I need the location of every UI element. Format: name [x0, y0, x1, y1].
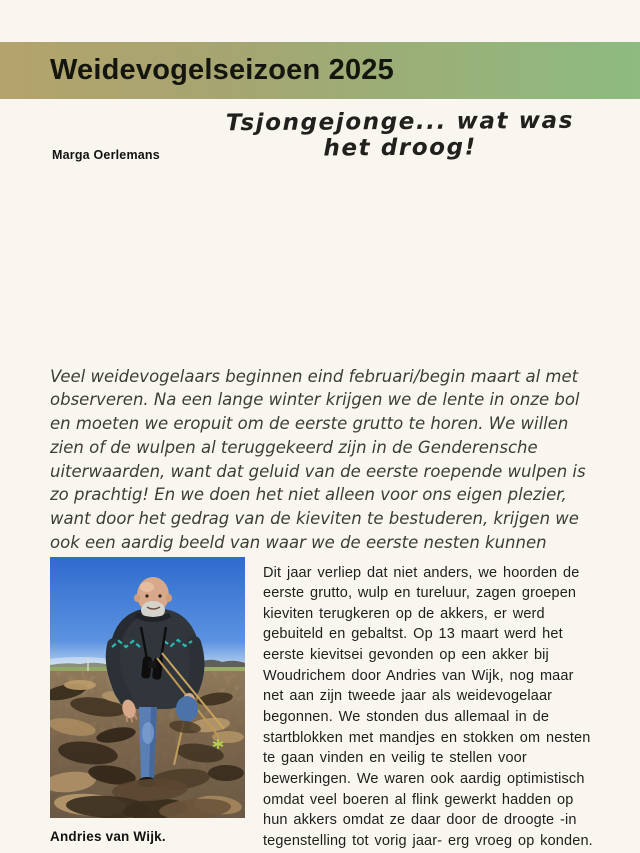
photo-andries-van-wijk [50, 557, 245, 818]
page-title: Weidevogelseizoen 2025 [50, 54, 394, 86]
handwritten-subtitle: Tsjongejonge... wat was het droog! [225, 107, 575, 162]
body-paragraph: Dit jaar verliep dat niet anders, we hoorden de eerste grutto, wulp en tureluur, zagen groepen kieviten terugkeren op de akkers, er werd gebuiteld en gebaltst. Op 13 maart werd het eerste kievitsei gevonden op een akker bij Woudrichem door Andries van Wijk, nog maar net aan zijn tweede jaar als weidevogelaar begonnen. We stonden dus allemaal in de startblokken met mandjes en stokken om nesten te gaan vinden en veilig te stellen voor bewerkingen. We waren ook aardig optimistisch omdat veel boeren al flink gewerkt hadden op hun akkers omdat ze daar door de droogte -in tegenstelling tot vorig jaar- erg vroeg op konden. [263, 564, 593, 850]
photo-caption: Andries van Wijk. [50, 829, 166, 844]
header-band [0, 42, 640, 99]
photo-figure [50, 557, 245, 844]
intro-paragraph: Veel weidevogelaars beginnen eind februari/begin maart al met observeren. Na een lange winter krijgen we de lente in onze bol en moeten we eropuit om de eerste grutto te horen. We willen zien of de wulpen al teruggekeerd zijn in de Genderensche uiterwaarden, want dat geluid van de eerste roepende wulpen is zo prachtig! En we doen het niet alleen voor ons eigen plezier, want door het gedrag van de kieviten te bestuderen, krijgen we ook een aardig beeld van waar we de eerste nesten kunnen [50, 366, 586, 552]
author-byline: Marga Oerlemans [52, 148, 160, 162]
